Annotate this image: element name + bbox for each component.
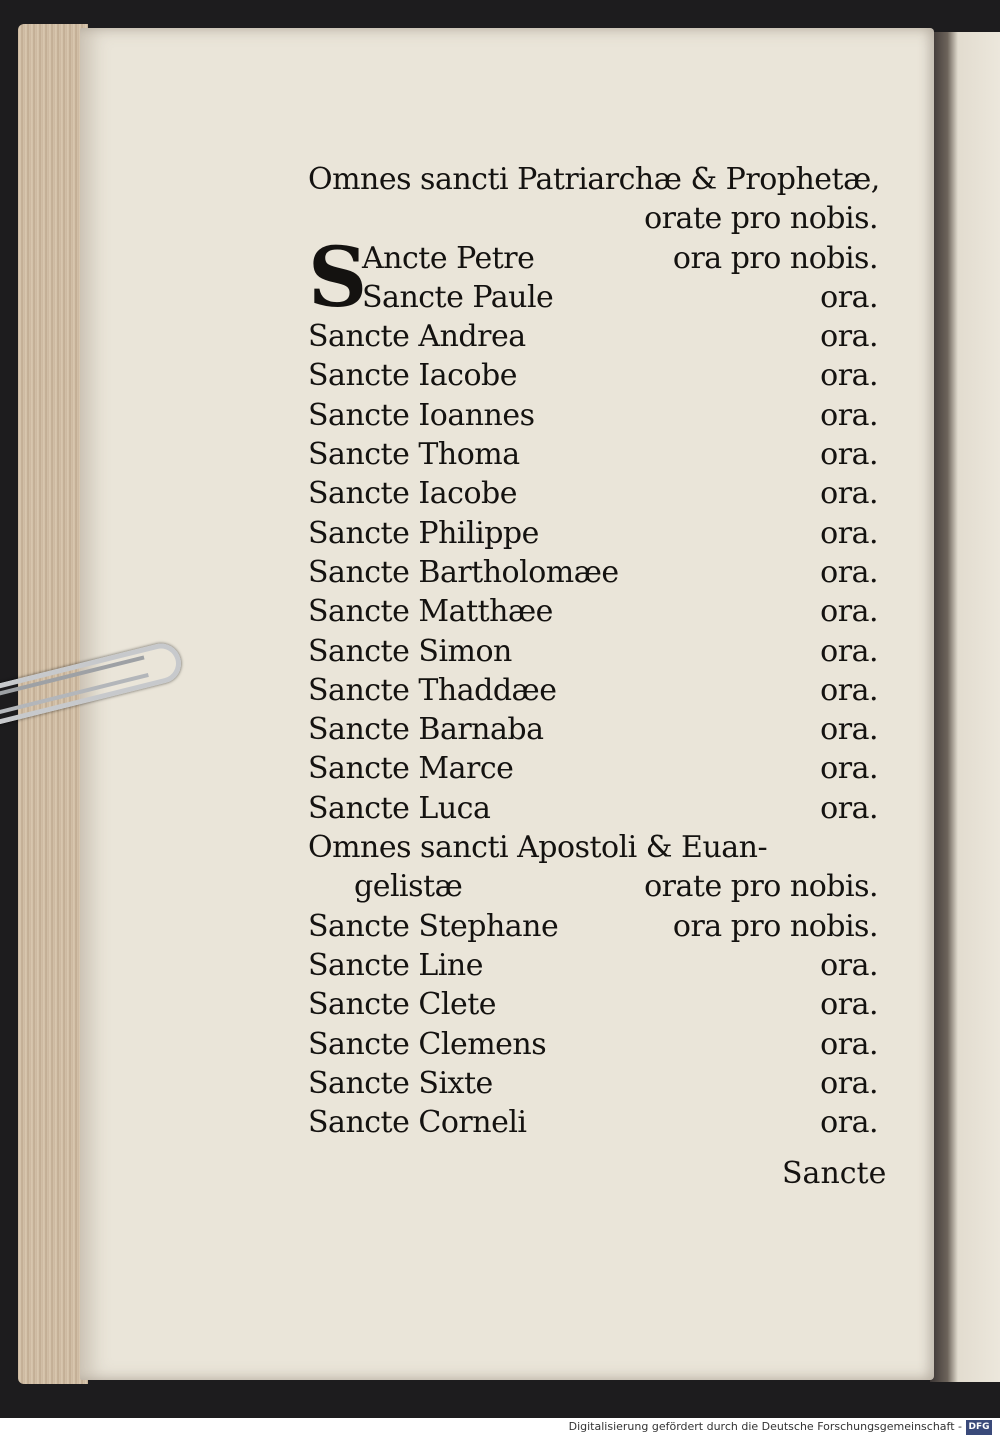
line-response: ora. — [820, 594, 878, 630]
line-response: orate pro nobis. — [644, 201, 878, 237]
line-invocation: Sancte Thaddæe — [308, 672, 557, 708]
line-invocation: Omnes sancti Apostoli & Euan- — [308, 830, 768, 866]
text-line — [308, 356, 878, 395]
line-response: ora. — [820, 358, 878, 394]
line-invocation: Sancte Iacobe — [308, 358, 517, 394]
line-response: ora. — [820, 1026, 878, 1062]
line-response: ora. — [820, 1105, 878, 1141]
line-invocation: Sancte Clete — [308, 987, 497, 1023]
line-invocation: Sancte Matthæe — [308, 594, 553, 630]
text-line — [308, 199, 878, 238]
line-invocation: Ancte Petre — [362, 240, 535, 276]
text-line — [308, 278, 878, 317]
line-response: orate pro nobis. — [644, 869, 878, 905]
footer-credit: Digitalisierung gefördert durch die Deutsche Forschungsgemeinschaft - — [568, 1420, 962, 1433]
litany-text — [308, 160, 878, 1142]
line-invocation: Sancte Corneli — [308, 1105, 527, 1141]
line-response: ora. — [820, 437, 878, 473]
text-line — [308, 789, 878, 828]
line-response: ora. — [820, 554, 878, 590]
line-invocation: Sancte Bartholomæe — [308, 554, 619, 590]
text-line — [308, 435, 878, 474]
text-line — [308, 317, 878, 356]
text-line — [308, 632, 878, 671]
line-response: ora. — [820, 397, 878, 433]
text-line — [308, 474, 878, 513]
line-invocation: Sancte Stephane — [308, 908, 559, 944]
text-line — [308, 946, 878, 985]
line-invocation: Sancte Simon — [308, 633, 512, 669]
line-invocation: Sancte Iacobe — [308, 476, 517, 512]
line-response: ora. — [820, 751, 878, 787]
text-line — [308, 1103, 878, 1142]
line-response: ora. — [820, 987, 878, 1023]
catchword: Sancte — [782, 1156, 887, 1191]
line-invocation: Sancte Thoma — [308, 437, 520, 473]
text-line — [308, 710, 878, 749]
text-line — [308, 514, 878, 553]
line-response: ora. — [820, 790, 878, 826]
text-line — [308, 396, 878, 435]
text-line — [308, 671, 878, 710]
line-response: ora. — [820, 476, 878, 512]
line-response: ora pro nobis. — [672, 240, 878, 276]
line-invocation: Sancte Marce — [308, 751, 514, 787]
line-response: ora. — [820, 515, 878, 551]
line-invocation: gelistæ — [354, 869, 463, 905]
drop-cap: S — [308, 229, 367, 326]
line-invocation: Sancte Clemens — [308, 1026, 547, 1062]
text-line — [308, 592, 878, 631]
line-invocation: Omnes sancti Patriarchæ & Prophetæ, — [308, 162, 880, 197]
line-invocation: Sancte Paule — [362, 279, 554, 315]
text-line — [308, 160, 878, 199]
line-response: ora. — [820, 279, 878, 315]
text-line — [308, 749, 878, 788]
line-invocation: Sancte Philippe — [308, 515, 539, 551]
text-line — [308, 907, 878, 946]
line-invocation: Sancte Barnaba — [308, 712, 544, 748]
line-response: ora. — [820, 672, 878, 708]
line-response: ora pro nobis. — [672, 908, 878, 944]
line-invocation: Sancte Sixte — [308, 1065, 493, 1101]
text-line — [308, 867, 878, 906]
line-response: ora. — [820, 947, 878, 983]
text-line — [308, 1064, 878, 1103]
line-invocation: Sancte Luca — [308, 790, 491, 826]
line-response: ora. — [820, 1065, 878, 1101]
line-invocation: Sancte Ioannes — [308, 397, 535, 433]
text-line — [308, 1025, 878, 1064]
line-response: ora. — [820, 319, 878, 355]
footer-bar — [0, 1418, 1000, 1438]
text-line — [308, 553, 878, 592]
line-invocation: Sancte Line — [308, 947, 483, 983]
dfg-logo-icon: DFG — [966, 1420, 992, 1435]
line-response: ora. — [820, 633, 878, 669]
line-response: ora. — [820, 712, 878, 748]
facing-page-edge — [930, 32, 1000, 1382]
text-line — [308, 828, 878, 867]
text-line — [308, 985, 878, 1024]
line-invocation: Sancte Andrea — [308, 319, 526, 355]
